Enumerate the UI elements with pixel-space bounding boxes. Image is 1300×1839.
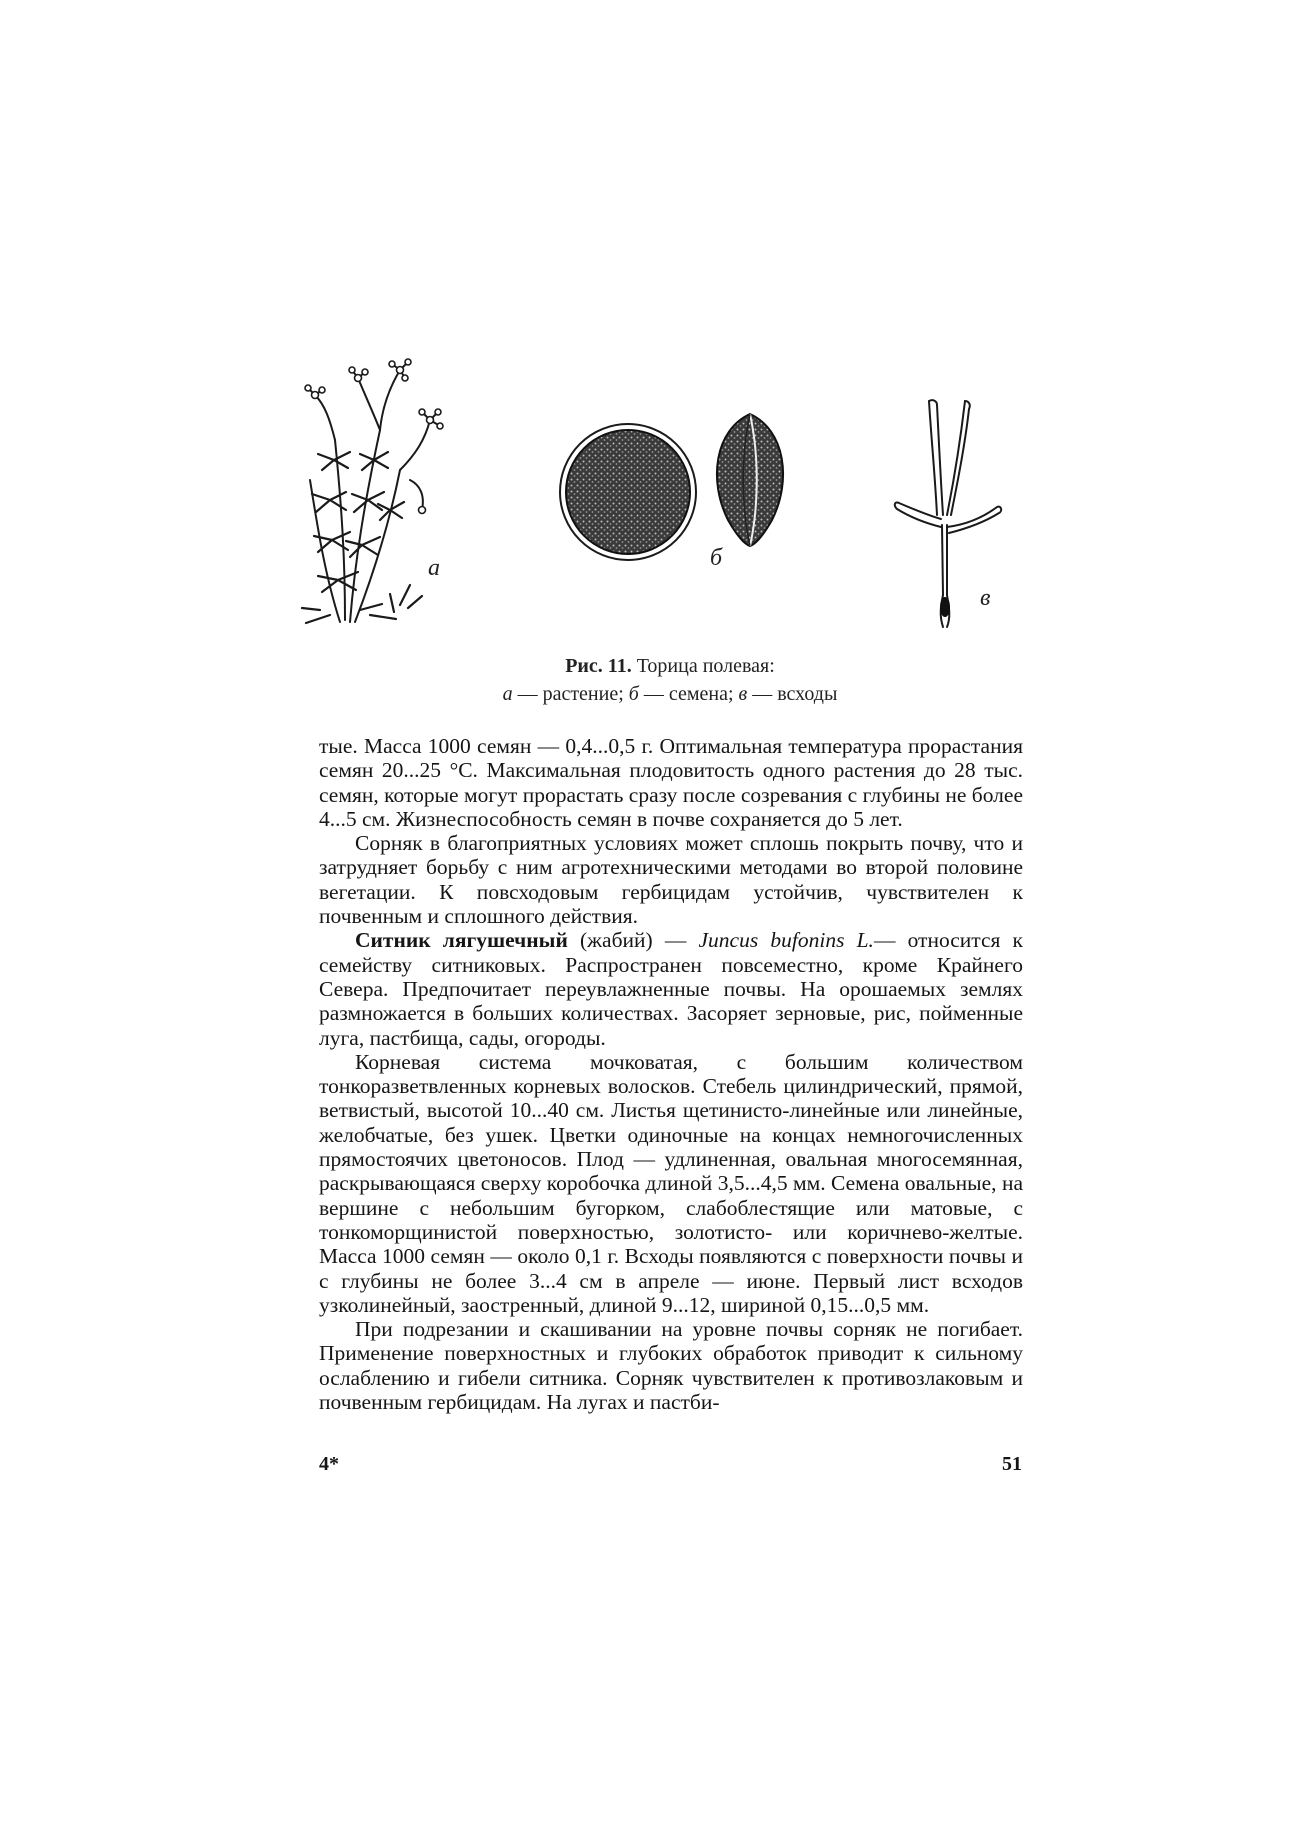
caption-text-b: — семена; bbox=[643, 683, 734, 705]
figure-11 bbox=[280, 360, 1040, 650]
paragraph-3 bbox=[319, 928, 1023, 1049]
figure-caption bbox=[300, 652, 1040, 708]
page-number: 51 bbox=[1002, 1453, 1022, 1475]
caption-text-c: — всходы bbox=[752, 683, 838, 705]
plant-drawing bbox=[290, 360, 460, 630]
caption-title: Торица полевая: bbox=[636, 655, 775, 677]
species-name: Ситник лягушечный bbox=[355, 928, 568, 953]
caption-text-a: — растение; bbox=[517, 683, 624, 705]
caption-key-c: в bbox=[738, 683, 748, 705]
caption-title-line bbox=[300, 652, 1040, 680]
caption-key-a: а bbox=[502, 683, 513, 705]
caption-legend-line bbox=[300, 680, 1040, 708]
figure-label-b: б bbox=[710, 545, 723, 571]
caption-key-b: б bbox=[628, 683, 639, 705]
species-alias: (жабий) — bbox=[567, 928, 699, 953]
seed-side-drawing bbox=[700, 410, 800, 550]
body-text bbox=[319, 734, 1023, 1414]
paragraph-3-text: — относится к семейству ситниковых. Распространен повсеместно, кроме Крайнего Севера. Предпочитает переувлажненные почвы. На орошаемых землях размножается в больших количествах. Засоряет зерновые, рис, пойменные луга, пастбища, сады, огороды. bbox=[319, 928, 1023, 1050]
figure-label-c: в bbox=[980, 585, 991, 611]
seedling-drawing bbox=[885, 395, 1015, 635]
species-latin-name: Juncus bufonins L. bbox=[698, 928, 874, 953]
paragraph-1: тые. Масса 1000 семян — 0,4...0,5 г. Оптимальная температура прорастания семян 20...25 °С. Максимальная плодовитость одного растения до 28 тыс. семян, которые могут прорастать сразу после созревания с глубины не более 4...5 см. Жизнеспособность семян в почве сохраняется до 5 лет. bbox=[319, 734, 1023, 831]
caption-figure-number: Рис. 11. bbox=[565, 655, 632, 677]
figure-label-a: а bbox=[428, 555, 440, 581]
paragraph-5: При подрезании и скашивании на уровне почвы сорняк не погибает. Применение поверхностных и глубоких обработок приводит к сильному ослаблению и гибели ситника. Сорняк чувствителен к противозлаковым и почвенным гербицидам. На лугах и пастби- bbox=[319, 1317, 1023, 1415]
paragraph-4: Корневая система мочковатая, с большим количеством тонкоразветвленных корневых волосков. Стебель цилиндрический, прямой, ветвистый, высотой 10...40 см. Листья щетинисто-линейные или линейные, желобчатые, без ушек. Цветки одиночные на концах немногочисленных прямостоячих цветоносов. Плод — удлиненная, овальная многосемянная, раскрывающаяся сверху коробочка длиной 3,5...4,5 мм. Семена овальные, на вершине с небольшим бугорком, слабоблестящие или матовые, с тонкоморщинистой поверхностью, золотисто- или коричнево-желтые. Масса 1000 семян — около 0,1 г. Всходы появляются с поверхности почвы и с глубины не более 3...4 см в апреле — июне. Первый лист всходов узколинейный, заостренный, длиной 9...12, шириной 0,15...0,5 мм. bbox=[319, 1049, 1023, 1317]
paragraph-2: Сорняк в благоприятных условиях может сплошь покрыть почву, что и затрудняет борьбу с ним агротехническими методами во второй половине вегетации. К повсходовым гербицидам устойчив, чувствителен к почвенным и сплошного действия. bbox=[319, 831, 1023, 929]
signature-mark: 4* bbox=[319, 1453, 339, 1475]
